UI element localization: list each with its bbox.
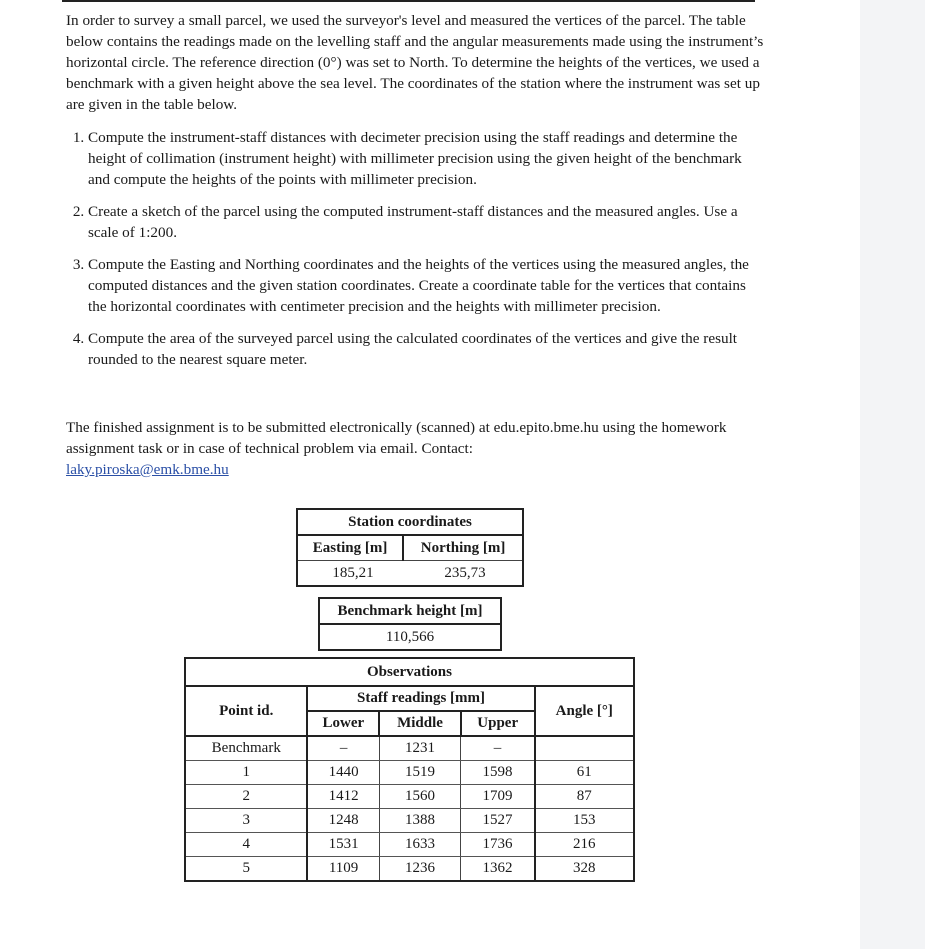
table-row bbox=[185, 785, 634, 809]
angle-cell: 216 bbox=[535, 833, 634, 857]
easting-header: Easting [m] bbox=[297, 535, 403, 561]
point-id-cell: 2 bbox=[185, 785, 307, 809]
table-row bbox=[185, 857, 634, 882]
table-row bbox=[185, 761, 634, 785]
upper-cell: 1598 bbox=[461, 761, 535, 785]
angle-cell: 153 bbox=[535, 809, 634, 833]
middle-cell: 1560 bbox=[379, 785, 461, 809]
contact-email-link[interactable]: laky.piroska@emk.bme.hu bbox=[66, 461, 229, 478]
upper-header: Upper bbox=[461, 711, 535, 736]
middle-cell: 1633 bbox=[379, 833, 461, 857]
point-id-header: Point id. bbox=[185, 686, 307, 736]
middle-cell: 1231 bbox=[379, 736, 461, 761]
staff-readings-header: Staff readings [mm] bbox=[307, 686, 534, 711]
observations-table bbox=[184, 657, 635, 882]
submission-paragraph bbox=[66, 417, 766, 480]
task-item-2: 2. Create a sketch of the parcel using the computed instrument-staff distances and the measured angles. Use a scale of 1:200. bbox=[88, 201, 766, 243]
station-coordinates-table bbox=[296, 508, 524, 587]
station-values bbox=[297, 561, 523, 587]
upper-cell: 1709 bbox=[461, 785, 535, 809]
point-id-cell: Benchmark bbox=[185, 736, 307, 761]
lower-cell: 1248 bbox=[307, 809, 379, 833]
submission-text: The finished assignment is to be submitted electronically (scanned) at edu.epito.bme.hu using the homework assignment task or in case of technical problem via email. Contact: bbox=[66, 419, 727, 457]
station-table-title: Station coordinates bbox=[297, 509, 523, 535]
document-page bbox=[66, 10, 766, 480]
northing-header: Northing [m] bbox=[403, 535, 523, 561]
right-side-panel bbox=[860, 0, 925, 949]
angle-cell bbox=[535, 736, 634, 761]
table-row bbox=[185, 833, 634, 857]
middle-cell: 1519 bbox=[379, 761, 461, 785]
intro-paragraph: In order to survey a small parcel, we used the surveyor's level and measured the vertices of the parcel. The table below contains the readings made on the levelling staff and the angular measurements made using the instrument’s horizontal circle. The reference direction (0°) was set to North. To determine the heights of the vertices, we used a benchmark with a given height above the sea level. The coordinates of the station where the instrument was set up are given in the table below. bbox=[66, 12, 764, 113]
angle-header: Angle [°] bbox=[535, 686, 634, 736]
easting-value: 185,21 bbox=[332, 564, 374, 581]
angle-cell: 87 bbox=[535, 785, 634, 809]
lower-header: Lower bbox=[307, 711, 379, 736]
angle-cell: 328 bbox=[573, 860, 596, 876]
lower-cell: 1412 bbox=[307, 785, 379, 809]
upper-cell: 1736 bbox=[461, 833, 535, 857]
lower-cell: – bbox=[307, 736, 379, 761]
lower-cell: 1531 bbox=[307, 833, 379, 857]
middle-header: Middle bbox=[379, 711, 461, 736]
angle-cell: 61 bbox=[535, 761, 634, 785]
table-row bbox=[185, 809, 634, 833]
task-item-3: 3. Compute the Easting and Northing coordinates and the heights of the vertices using the measured angles, the computed distances and the given station coordinates. Create a coordinate table for the vertices that contains the horizontal coordinates with centimeter precision and the heights with millimeter precision. bbox=[88, 254, 766, 317]
benchmark-height-table bbox=[318, 597, 502, 651]
upper-cell: – bbox=[461, 736, 535, 761]
observations-title: Observations bbox=[185, 658, 634, 686]
task-list bbox=[66, 127, 766, 370]
middle-cell: 1388 bbox=[379, 809, 461, 833]
lower-cell: 1109 bbox=[307, 857, 379, 882]
benchmark-table-title: Benchmark height [m] bbox=[319, 598, 501, 624]
top-rule bbox=[62, 0, 755, 2]
benchmark-value: 110,566 bbox=[385, 628, 435, 645]
upper-cell: 1527 bbox=[461, 809, 535, 833]
northing-value: 235,73 bbox=[444, 564, 486, 581]
point-id-cell: 3 bbox=[185, 809, 307, 833]
task-item-1: 1. Compute the instrument-staff distances with decimeter precision using the staff readings and determine the height of collimation (instrument height) with millimeter precision using the given height of the benchmark and compute the heights of the points with millimeter precision. bbox=[88, 127, 766, 190]
lower-cell: 1440 bbox=[307, 761, 379, 785]
table-row bbox=[185, 736, 634, 761]
middle-cell: 1236 bbox=[379, 857, 461, 882]
task-item-4: 4. Compute the area of the surveyed parcel using the calculated coordinates of the vertices and give the result rounded to the nearest square meter. bbox=[88, 328, 766, 370]
upper-cell: 1362 bbox=[461, 857, 535, 882]
point-id-cell: 4 bbox=[185, 833, 307, 857]
point-id-cell: 1 bbox=[185, 761, 307, 785]
point-id-cell: 5 bbox=[185, 857, 307, 882]
